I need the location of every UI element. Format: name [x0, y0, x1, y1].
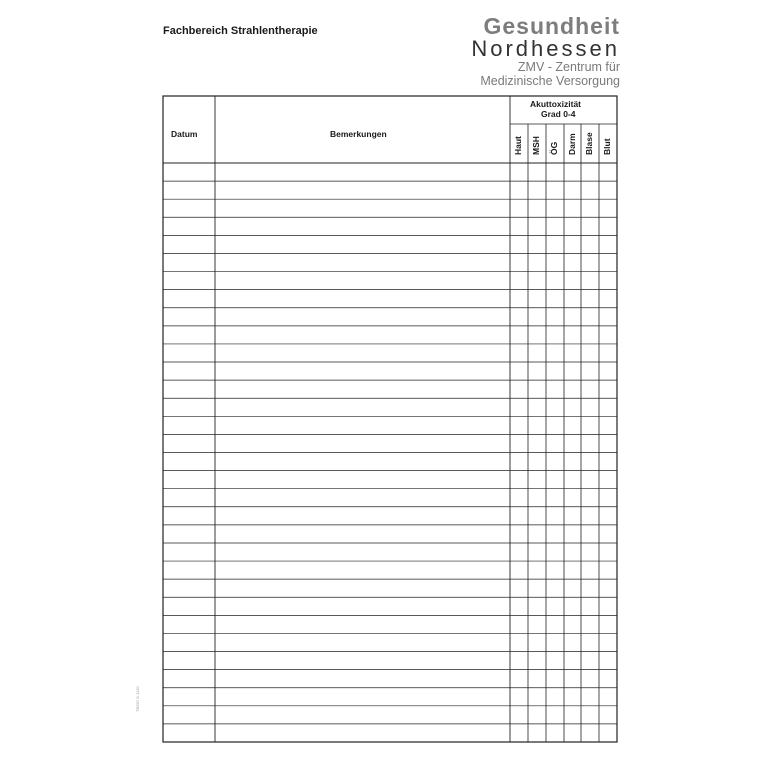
toxicity-column-0: Haut	[513, 136, 523, 155]
toxicity-column-5: Blut	[602, 138, 612, 155]
toxicity-column-4: Blase	[584, 132, 594, 155]
column-header-bemerkungen: Bemerkungen	[330, 129, 387, 139]
logo-line-4: Medizinische Versorgung	[480, 74, 620, 88]
table-border	[163, 96, 617, 742]
department-title: Fachbereich Strahlentherapie	[163, 25, 318, 37]
logo-line-1: Gesundheit	[483, 13, 620, 39]
print-code: TBS07 K 1110	[135, 686, 140, 712]
toxicity-column-3: Darm	[567, 133, 577, 155]
toxicity-column-2: ÖG	[549, 141, 559, 155]
group-header-grad: Grad 0-4	[541, 109, 576, 119]
column-header-datum: Datum	[171, 129, 198, 139]
logo-line-3: ZMV - Zentrum für	[517, 60, 620, 74]
group-header-akuttoxizitaet: Akuttoxizität	[530, 99, 581, 109]
logo-line-2: Nordhessen	[471, 36, 620, 61]
toxicity-column-1: MSH	[531, 136, 541, 155]
